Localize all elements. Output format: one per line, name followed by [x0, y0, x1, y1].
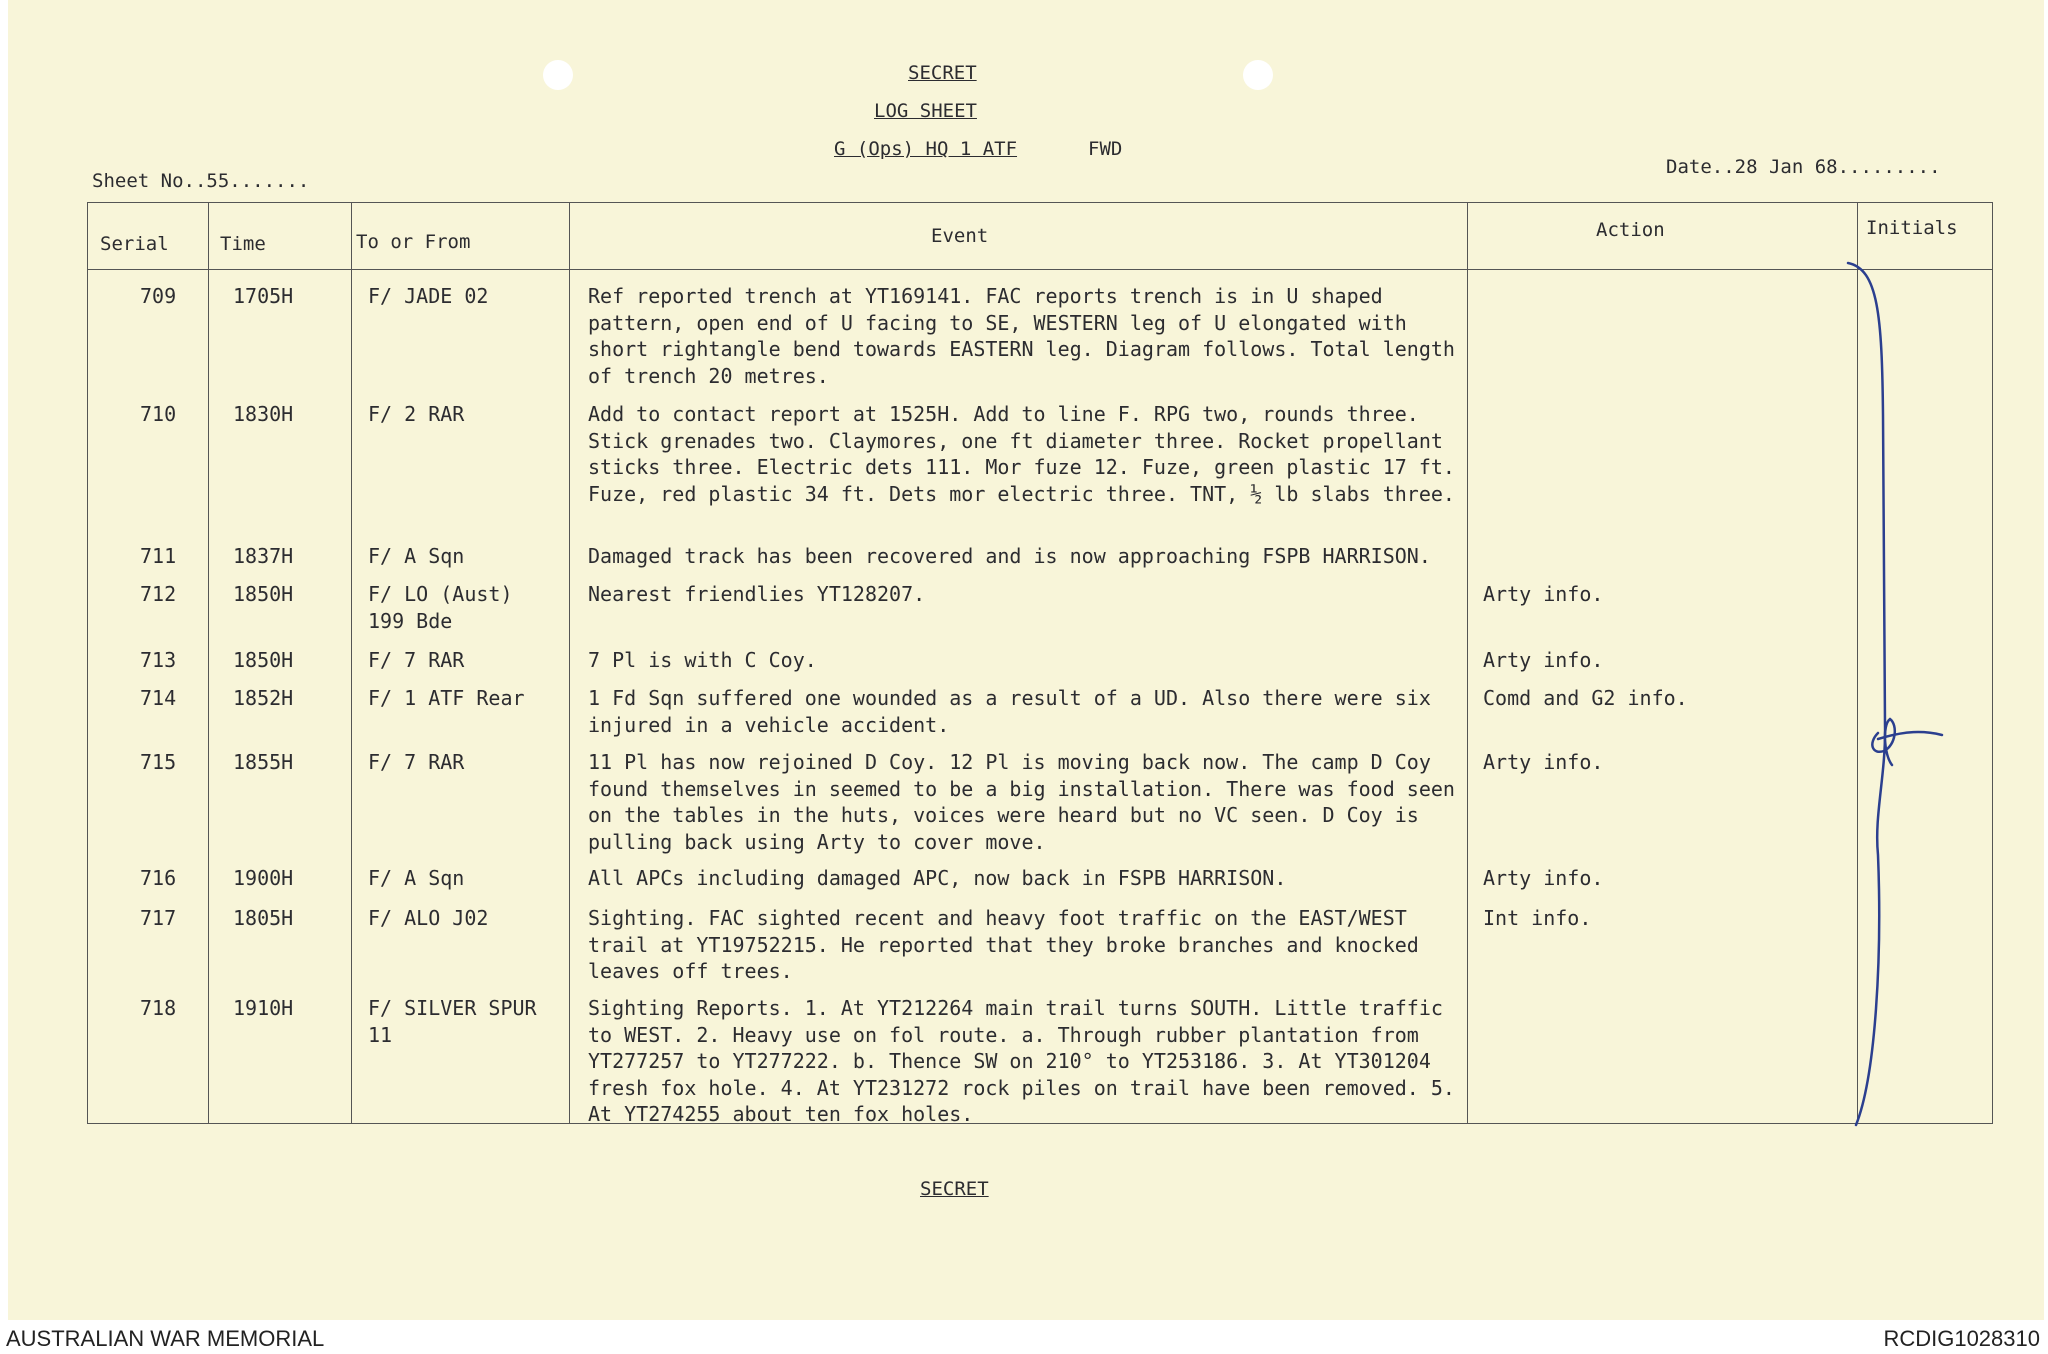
to-from-cell: F/ 2 RAR [368, 402, 465, 426]
event-cell: 1 Fd Sqn suffered one wounded as a result of a UD. Also there were six injured in a vehicle accident. [588, 686, 1431, 737]
time-cell: 1805H [233, 906, 294, 930]
time-cell: 1850H [233, 648, 294, 672]
column-header-serial: Serial [100, 233, 169, 255]
event-cell: 11 Pl has now rejoined D Coy. 12 Pl is moving back now. The camp D Coy found themselves in seemed to be a big installation. There was food seen on the tables in the huts, voices were heard but no VC seen. D Coy is pulling back using Arty to cover move. [588, 750, 1455, 854]
date-dots: ......... [1837, 156, 1941, 178]
serial-cell: 717 [140, 906, 177, 930]
action-cell: Comd and G2 info. [1483, 686, 1688, 710]
archive-id: RCDIG1028310 [1883, 1326, 2040, 1351]
event-cell: Add to contact report at 1525H. Add to line F. RPG two, rounds three. Stick grenades two. Claymores, one ft diameter three. Rocket propellant sticks three. Electric dets 111. Mor fuze 12. Fuze, green plastic 17 ft. Fuze, red plastic 34 ft. Dets mor electric three. TNT, ½ lb slabs three. [588, 402, 1455, 506]
column-header-to-from: To or From [356, 231, 471, 253]
time-cell: 1900H [233, 866, 294, 890]
column-header-initials: Initials [1866, 217, 1958, 239]
unit-name: G (Ops) HQ 1 ATF [834, 138, 1018, 160]
action-cell: Arty info. [1483, 750, 1604, 774]
serial-cell: 710 [140, 402, 177, 426]
time-cell: 1830H [233, 402, 294, 426]
serial-cell: 715 [140, 750, 177, 774]
event-cell: Ref reported trench at YT169141. FAC reports trench is in U shaped pattern, open end of U facing to SE, WESTERN leg of U elongated with short rightangle bend towards EASTERN leg. Diagram follows. Total length of trench 20 metres. [588, 284, 1455, 388]
to-from-cell: F/ SILVER SPUR 11 [368, 996, 537, 1047]
serial-cell: 718 [140, 996, 177, 1020]
log-sheet-page [8, 0, 2044, 1320]
log-table [87, 202, 1993, 1124]
sheet-number-label: Sheet No. [92, 170, 195, 192]
serial-cell: 711 [140, 544, 177, 568]
serial-cell: 712 [140, 582, 177, 606]
action-cell: Arty info. [1483, 582, 1604, 606]
event-cell: Nearest friendlies YT128207. [588, 582, 926, 606]
column-header-event: Event [931, 225, 989, 247]
sheet-number-dots: ....... [229, 170, 310, 192]
to-from-cell: F/ 7 RAR [368, 648, 465, 672]
event-cell: Sighting. FAC sighted recent and heavy foot traffic on the EAST/WEST trail at YT19752215. He reported that they broke branches and knocked leaves off trees. [588, 906, 1419, 983]
event-cell: Damaged track has been recovered and is now approaching FSPB HARRISON. [588, 544, 1431, 568]
column-header-action: Action [1596, 219, 1665, 241]
event-cell: 7 Pl is with C Coy. [588, 648, 817, 672]
sheet-number [92, 170, 309, 192]
column-divider [351, 203, 352, 1123]
to-from-cell: F/ 1 ATF Rear [368, 686, 525, 710]
column-header-time: Time [220, 233, 266, 255]
time-cell: 1837H [233, 544, 294, 568]
serial-cell: 709 [140, 284, 177, 308]
sheet-title: LOG SHEET [874, 100, 977, 122]
archive-credit: AUSTRALIAN WAR MEMORIAL [6, 1326, 325, 1351]
sheet-date [1666, 156, 1941, 178]
action-cell: Int info. [1483, 906, 1592, 930]
time-cell: 1855H [233, 750, 294, 774]
top-classification: SECRET [908, 62, 977, 84]
time-cell: 1852H [233, 686, 294, 710]
to-from-cell: F/ A Sqn [368, 544, 465, 568]
sheet-number-value: 55 [206, 170, 230, 192]
serial-cell: 713 [140, 648, 177, 672]
header-divider [88, 269, 1992, 270]
column-divider [569, 203, 570, 1123]
bottom-classification: SECRET [920, 1178, 989, 1200]
to-from-cell: F/ LO (Aust) 199 Bde [368, 582, 513, 633]
action-cell: Arty info. [1483, 648, 1604, 672]
time-cell: 1705H [233, 284, 294, 308]
serial-cell: 716 [140, 866, 177, 890]
date-label: Date. [1666, 156, 1724, 178]
to-from-cell: F/ JADE 02 [368, 284, 489, 308]
to-from-cell: F/ ALO J02 [368, 906, 489, 930]
pen-bracket-stroke [1848, 263, 1885, 1125]
event-cell: Sighting Reports. 1. At YT212264 main trail turns SOUTH. Little traffic to WEST. 2. Heavy use on fol route. a. Through rubber plantation from YT277257 to YT277222. b. Thence SW on 210° to YT253186. 3. At YT301204 fresh fox hole. 4. At YT231272 rock piles on trail have been removed. 5. At YT274255 about ten fox holes. [588, 996, 1455, 1126]
time-cell: 1850H [233, 582, 294, 606]
date-value: 28 Jan 68 [1734, 156, 1838, 178]
to-from-cell: F/ A Sqn [368, 866, 465, 890]
unit-suffix: FWD [1088, 138, 1123, 160]
punch-hole-left [543, 60, 573, 90]
serial-cell: 714 [140, 686, 177, 710]
column-divider [208, 203, 209, 1123]
initials-pen-bracket [1838, 255, 1978, 1135]
punch-hole-right [1243, 60, 1273, 90]
action-cell: Arty info. [1483, 866, 1604, 890]
event-cell: All APCs including damaged APC, now back in FSPB HARRISON. [588, 866, 1287, 890]
date-dots: . [1723, 156, 1735, 178]
to-from-cell: F/ 7 RAR [368, 750, 465, 774]
time-cell: 1910H [233, 996, 294, 1020]
sheet-number-dots: . [194, 170, 207, 192]
